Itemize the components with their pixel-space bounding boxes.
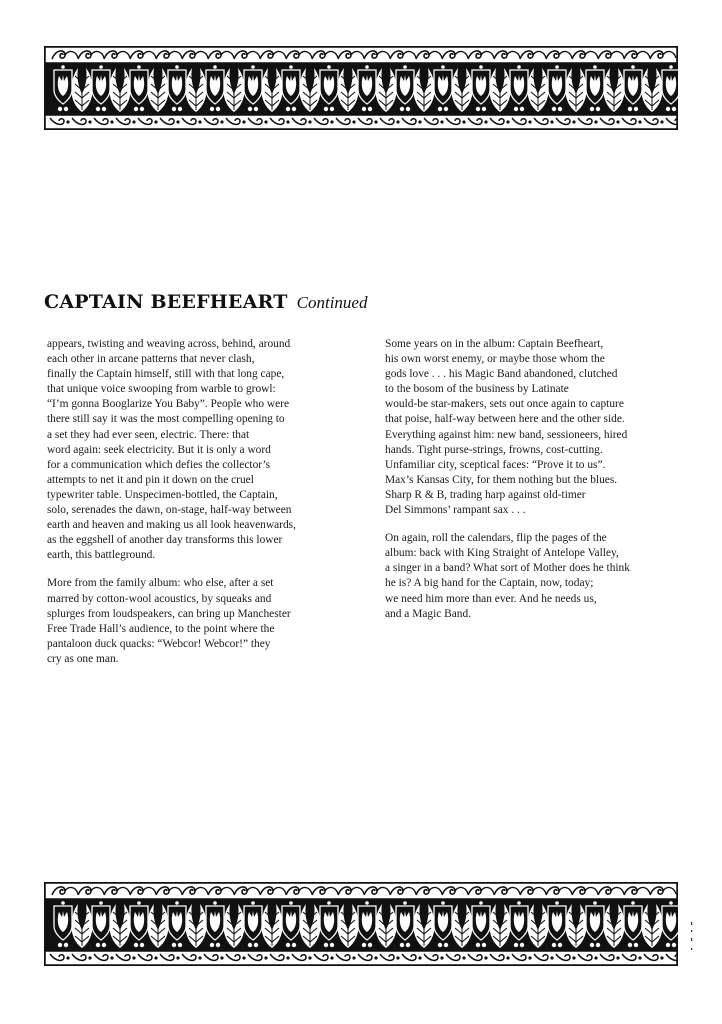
text-line: solo, serenades the dawn, on-stage, half-way between — [47, 504, 292, 517]
bead — [110, 956, 113, 959]
bead — [594, 120, 597, 123]
bead — [88, 120, 91, 123]
rosette-dot — [178, 107, 182, 111]
rosette-dot — [134, 107, 138, 111]
bead — [374, 956, 377, 959]
text-line: a set they had ever seen, electric. There: that — [47, 428, 250, 441]
text-line: album: back with King Straight of Antelope Valley, — [385, 547, 619, 560]
rosette-dot — [178, 943, 182, 947]
bead — [462, 956, 465, 959]
rosette-dot — [672, 107, 676, 111]
bead — [506, 956, 509, 959]
rosette-dot — [175, 65, 179, 69]
decorative-border-bottom — [44, 882, 678, 966]
text-line: Some years on in the album: Captain Beefheart, — [385, 338, 604, 350]
text-line: Unfamiliar city, sceptical faces: “Prove it to us”. — [385, 458, 606, 471]
rosette-dot — [286, 943, 290, 947]
rosette-dot — [216, 943, 220, 947]
rosette-dot — [552, 943, 556, 947]
rosette-dot — [216, 107, 220, 111]
rosette-dot — [517, 901, 521, 905]
rosette-dot — [362, 107, 366, 111]
bead — [616, 956, 619, 959]
rosette-dot — [628, 107, 632, 111]
rosette-dot — [64, 943, 68, 947]
rosette-dot — [406, 107, 410, 111]
rosette-dot — [102, 943, 106, 947]
continued-label: Continued — [296, 293, 368, 312]
rosette-dot — [251, 65, 255, 69]
bead — [88, 956, 91, 959]
rosette-dot — [476, 107, 480, 111]
rosette-dot — [96, 943, 100, 947]
text-line: cry as one man. — [47, 652, 119, 665]
rosette-dot — [400, 943, 404, 947]
text-line: there still say it was the most compelling opening to — [47, 413, 285, 426]
rosette-dot — [479, 901, 483, 905]
bead — [638, 120, 641, 123]
bead — [330, 120, 333, 123]
text-line: Sharp R & B, trading harp against old-timer — [385, 488, 586, 501]
text-line: we need him more than ever. And he needs us, — [385, 592, 597, 605]
bead — [154, 956, 157, 959]
text-line: pantaloon duck quacks: “Webcor! Webcor!” they — [47, 637, 271, 650]
bead — [616, 120, 619, 123]
bead — [506, 120, 509, 123]
rosette-dot — [628, 943, 632, 947]
rosette-dot — [631, 65, 635, 69]
rosette-dot — [213, 65, 217, 69]
rosette-dot — [292, 107, 296, 111]
text-line: his own worst enemy, or maybe those whom the — [385, 353, 605, 366]
text-line: More from the family album: who else, after a set — [47, 577, 274, 590]
rosette-dot — [444, 107, 448, 111]
text-line: Del Simmons’ rampant sax . . . — [385, 504, 526, 517]
text-line: marred by cotton-wool acoustics, by squeaks and — [47, 592, 272, 605]
bead — [594, 956, 597, 959]
rosette-dot — [634, 943, 638, 947]
text-line: each other in arcane patterns that never clash, — [47, 353, 255, 366]
rosette-dot — [61, 65, 65, 69]
bead — [418, 120, 421, 123]
text-line: Max’s Kansas City, for them nothing but the blues. — [385, 473, 618, 486]
bead — [550, 120, 553, 123]
bead — [110, 120, 113, 123]
text-line: as the eggshell of another day transforms this lower — [47, 534, 283, 547]
bead — [308, 956, 311, 959]
bead — [572, 120, 575, 123]
text-line: earth, this battleground. — [47, 549, 156, 562]
bead — [176, 956, 179, 959]
bead — [286, 956, 289, 959]
rosette-dot — [517, 65, 521, 69]
text-line: gods love . . . his Magic Band abandoned, clutched — [385, 368, 618, 381]
bead — [154, 120, 157, 123]
paragraph-gap — [47, 563, 337, 576]
rosette-dot — [368, 107, 372, 111]
rosette-dot — [210, 107, 214, 111]
text-line: and a Magic Band. — [385, 607, 472, 620]
bead — [66, 120, 69, 123]
rosette-dot — [330, 107, 334, 111]
stray-ink-mark — [690, 920, 693, 956]
rosette-dot — [58, 943, 62, 947]
rosette-dot — [476, 943, 480, 947]
text-line: typewriter table. Unspecimen-bottled, the Captain, — [47, 488, 278, 501]
rosette-dot — [365, 901, 369, 905]
bead — [440, 956, 443, 959]
rosette-dot — [552, 107, 556, 111]
text-line: he is? A big hand for the Captain, now, today; — [385, 577, 594, 590]
rosette-dot — [400, 107, 404, 111]
rosette-dot — [555, 901, 559, 905]
rosette-dot — [327, 65, 331, 69]
text-line: to the bosom of the business by Latinate — [385, 383, 569, 396]
bead — [396, 120, 399, 123]
ornamental-scroll-pattern-bottom — [44, 882, 678, 966]
text-line: attempts to net it and pin it down on the cruel — [47, 473, 254, 486]
rosette-dot — [441, 901, 445, 905]
rosette-dot — [248, 943, 252, 947]
rosette-dot — [444, 943, 448, 947]
rosette-dot — [482, 943, 486, 947]
rosette-dot — [631, 901, 635, 905]
rosette-dot — [672, 943, 676, 947]
bead — [264, 120, 267, 123]
rosette-dot — [175, 901, 179, 905]
bead — [660, 120, 663, 123]
bead — [484, 120, 487, 123]
bead — [440, 120, 443, 123]
rosette-dot — [172, 943, 176, 947]
rosette-dot — [330, 943, 334, 947]
rosette-dot — [514, 943, 518, 947]
text-line: “I’m gonna Booglarize You Baby”. People who were — [47, 398, 289, 411]
bead — [198, 956, 201, 959]
rosette-dot — [61, 901, 65, 905]
decorative-border-top — [44, 46, 678, 130]
rosette-dot — [324, 943, 328, 947]
left-column — [47, 337, 337, 667]
rosette-dot — [286, 107, 290, 111]
rosette-dot — [403, 65, 407, 69]
bead — [352, 956, 355, 959]
bead — [462, 120, 465, 123]
text-line: Everything against him: new band, sessioneers, hired — [385, 428, 628, 441]
bead — [572, 956, 575, 959]
rosette-dot — [555, 65, 559, 69]
rosette-dot — [634, 107, 638, 111]
rosette-dot — [438, 107, 442, 111]
rosette-dot — [137, 901, 141, 905]
text-line: earth and heaven and making us all look heavenwards, — [47, 519, 296, 532]
rosette-dot — [666, 943, 670, 947]
text-line: that unique voice swooping from warble to growl: — [47, 383, 276, 396]
bead — [638, 956, 641, 959]
bead — [528, 120, 531, 123]
bead — [484, 956, 487, 959]
bead — [242, 120, 245, 123]
rosette-dot — [140, 943, 144, 947]
rosette-dot — [140, 107, 144, 111]
rosette-dot — [324, 107, 328, 111]
rosette-dot — [406, 943, 410, 947]
bead — [660, 956, 663, 959]
rosette-dot — [289, 65, 293, 69]
bead — [396, 956, 399, 959]
rosette-dot — [514, 107, 518, 111]
text-line: that poise, half-way between here and the other side. — [385, 413, 625, 426]
text-line: hands. Tight purse-strings, frowns, cost-cutting. — [385, 443, 603, 456]
rosette-dot — [134, 943, 138, 947]
bead — [330, 956, 333, 959]
rosette-dot — [403, 901, 407, 905]
bead — [308, 120, 311, 123]
bead — [198, 120, 201, 123]
bead — [242, 956, 245, 959]
text-line: would-be star-makers, sets out once again to capture — [385, 398, 624, 411]
rosette-dot — [102, 107, 106, 111]
bead — [264, 956, 267, 959]
rosette-dot — [441, 65, 445, 69]
rosette-dot — [593, 65, 597, 69]
bead — [220, 120, 223, 123]
rosette-dot — [254, 107, 258, 111]
bead — [374, 120, 377, 123]
bead — [286, 120, 289, 123]
rosette-dot — [362, 943, 366, 947]
bead — [132, 120, 135, 123]
rosette-dot — [596, 107, 600, 111]
rosette-dot — [669, 65, 673, 69]
rosette-dot — [482, 107, 486, 111]
rosette-dot — [558, 943, 562, 947]
rosette-dot — [666, 107, 670, 111]
rosette-dot — [64, 107, 68, 111]
rosette-dot — [520, 107, 524, 111]
bead — [132, 956, 135, 959]
right-column — [385, 337, 685, 622]
text-line: word again: seek electricity. But it is only a word — [47, 443, 271, 456]
text-line: a singer in a band? What sort of Mother does he think — [385, 562, 630, 575]
ornamental-scroll-pattern-top — [44, 46, 678, 130]
rosette-dot — [590, 943, 594, 947]
rosette-dot — [596, 943, 600, 947]
rosette-dot — [292, 943, 296, 947]
bead — [352, 120, 355, 123]
article-heading — [44, 291, 367, 313]
text-line: splurges from loudspeakers, can bring up Manchester — [47, 607, 291, 620]
rosette-dot — [365, 65, 369, 69]
rosette-dot — [172, 107, 176, 111]
text-line: On again, roll the calendars, flip the pages of the — [385, 532, 607, 545]
bead — [418, 956, 421, 959]
paragraph-gap — [385, 518, 685, 531]
rosette-dot — [137, 65, 141, 69]
bead — [176, 120, 179, 123]
rosette-dot — [327, 901, 331, 905]
text-line: Free Trade Hall’s audience, to the point where the — [47, 622, 275, 635]
rosette-dot — [96, 107, 100, 111]
text-line: finally the Captain himself, still with that long cape, — [47, 368, 285, 381]
rosette-dot — [520, 943, 524, 947]
rosette-dot — [248, 107, 252, 111]
bead — [528, 956, 531, 959]
rosette-dot — [58, 107, 62, 111]
rosette-dot — [438, 943, 442, 947]
rosette-dot — [479, 65, 483, 69]
rosette-dot — [99, 65, 103, 69]
rosette-dot — [289, 901, 293, 905]
text-line: appears, twisting and weaving across, behind, around — [47, 338, 291, 350]
rosette-dot — [368, 943, 372, 947]
rosette-dot — [254, 943, 258, 947]
bead — [220, 956, 223, 959]
article-title: CAPTAIN BEEFHEART — [44, 291, 288, 313]
rosette-dot — [251, 901, 255, 905]
bead — [550, 956, 553, 959]
rosette-dot — [593, 901, 597, 905]
rosette-dot — [669, 901, 673, 905]
text-line: for a communication which defies the collector’s — [47, 458, 271, 471]
rosette-dot — [590, 107, 594, 111]
rosette-dot — [210, 943, 214, 947]
rosette-dot — [558, 107, 562, 111]
bead — [66, 956, 69, 959]
rosette-dot — [99, 901, 103, 905]
rosette-dot — [213, 901, 217, 905]
